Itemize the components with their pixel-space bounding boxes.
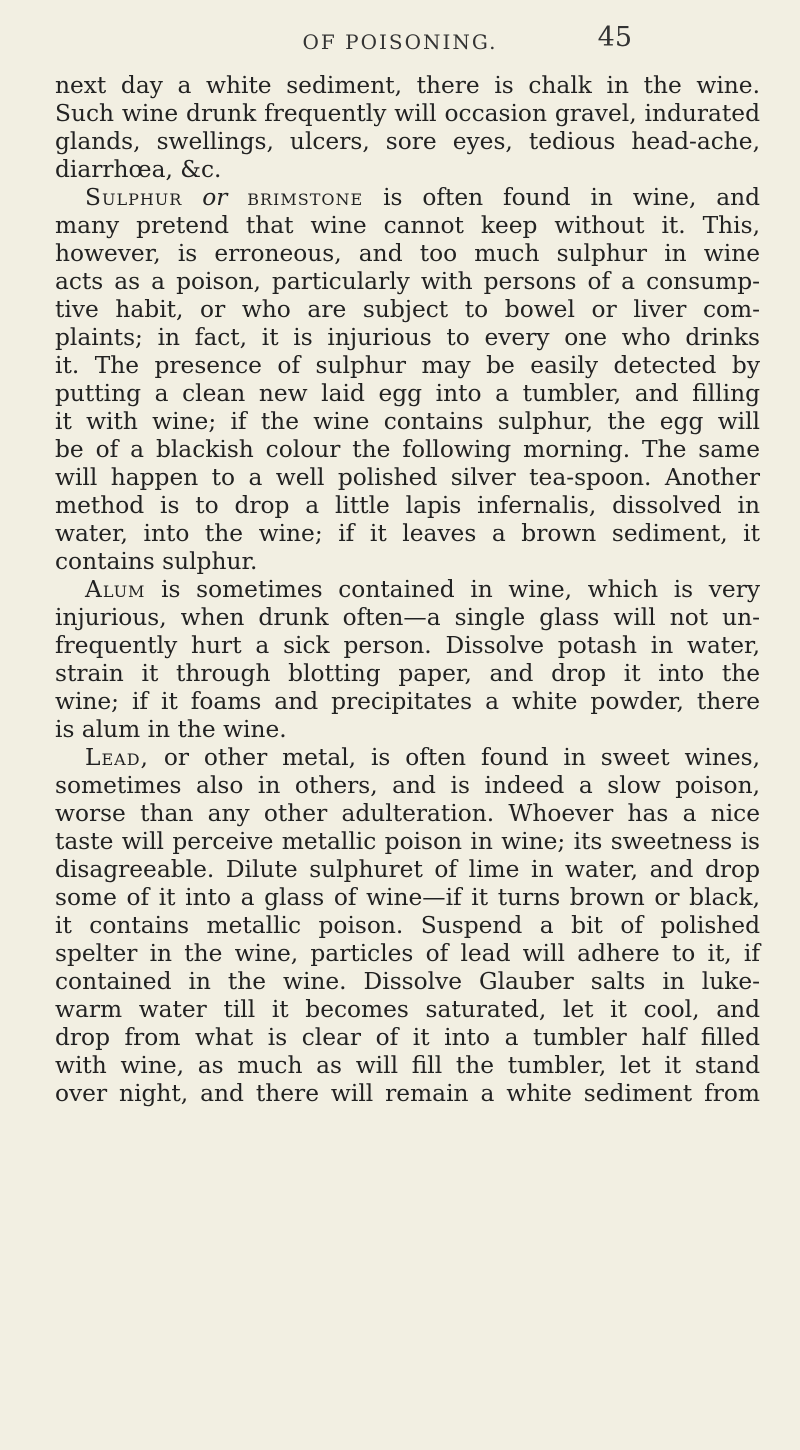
text-line: Such wine drunk frequently will occasion gravel, indurated bbox=[55, 100, 760, 127]
text-line: frequently hurt a sick person. Dissolve potash in water, bbox=[55, 632, 760, 659]
text-line: with wine, as much as will fill the tumbler, let it stand bbox=[55, 1052, 760, 1079]
section-heading: Lead, bbox=[85, 744, 149, 771]
text-line: over night, and there will remain a white sediment from bbox=[55, 1080, 760, 1107]
text-line: contained in the wine. Dissolve Glauber salts in luke- bbox=[55, 968, 760, 995]
text-line bbox=[55, 576, 760, 604]
text-line: next day a white sediment, there is chalk in the wine. bbox=[55, 72, 760, 99]
text-line: is alum in the wine. bbox=[55, 716, 287, 743]
page-header bbox=[0, 22, 800, 58]
text-line: diarrhœa, &c. bbox=[55, 156, 222, 183]
text-line: will happen to a well polished silver tea-spoon. Another bbox=[55, 464, 760, 491]
text-line: putting a clean new laid egg into a tumbler, and filling bbox=[55, 380, 760, 407]
page-number: 45 bbox=[597, 22, 632, 53]
text-line: method is to drop a little lapis infernalis, dissolved in bbox=[55, 492, 760, 519]
text-line: wine; if it foams and precipitates a white powder, there bbox=[55, 688, 760, 715]
text-line: sometimes also in others, and is indeed a slow poison, bbox=[55, 772, 760, 799]
text-line: however, is erroneous, and too much sulphur in wine bbox=[55, 240, 760, 267]
text-line: spelter in the wine, particles of lead will adhere to it, if bbox=[55, 940, 760, 967]
text-line: warm water till it becomes saturated, let it cool, and bbox=[55, 996, 760, 1023]
text-line bbox=[55, 744, 760, 772]
text-line: contains sulphur. bbox=[55, 548, 258, 575]
body-text bbox=[55, 72, 760, 1108]
text-span: is sometimes contained in wine, which is very bbox=[161, 576, 760, 603]
text-line: injurious, when drunk often—a single glass will not un- bbox=[55, 604, 760, 631]
running-title: OF POISONING. bbox=[302, 30, 498, 54]
text-line: drop from what is clear of it into a tumbler half filled bbox=[55, 1024, 760, 1051]
text-line: disagreeable. Dilute sulphuret of lime in water, and drop bbox=[55, 856, 760, 883]
text-line: plaints; in fact, it is injurious to every one who drinks bbox=[55, 324, 760, 351]
text-line: be of a blackish colour the following morning. The same bbox=[55, 436, 760, 463]
text-span: is often found in wine, and bbox=[383, 184, 761, 211]
text-line: some of it into a glass of wine—if it turns brown or black, bbox=[55, 884, 760, 911]
text-line bbox=[55, 184, 760, 212]
text-line: tive habit, or who are subject to bowel or liver com- bbox=[55, 296, 760, 323]
section-heading: Sulphur bbox=[85, 184, 183, 211]
text-line: acts as a poison, particularly with persons of a consump- bbox=[55, 268, 760, 295]
text-line: strain it through blotting paper, and drop it into the bbox=[55, 660, 760, 687]
text-line: worse than any other adulteration. Whoever has a nice bbox=[55, 800, 760, 827]
text-line: glands, swellings, ulcers, sore eyes, tedious head-ache, bbox=[55, 128, 760, 155]
section-heading: Alum bbox=[85, 576, 146, 603]
text-line: it with wine; if the wine contains sulphur, the egg will bbox=[55, 408, 760, 435]
text-span: or other metal, is often found in sweet wines, bbox=[163, 744, 760, 771]
text-line: taste will perceive metallic poison in wine; its sweetness is bbox=[55, 828, 760, 855]
text-line: water, into the wine; if it leaves a brown sediment, it bbox=[55, 520, 760, 547]
section-heading: brimstone bbox=[247, 184, 364, 211]
text-line: many pretend that wine cannot keep without it. This, bbox=[55, 212, 760, 239]
text-line: it contains metallic poison. Suspend a bit of polished bbox=[55, 912, 760, 939]
text-span: or bbox=[202, 184, 228, 211]
text-line: it. The presence of sulphur may be easily detected by bbox=[55, 352, 760, 379]
